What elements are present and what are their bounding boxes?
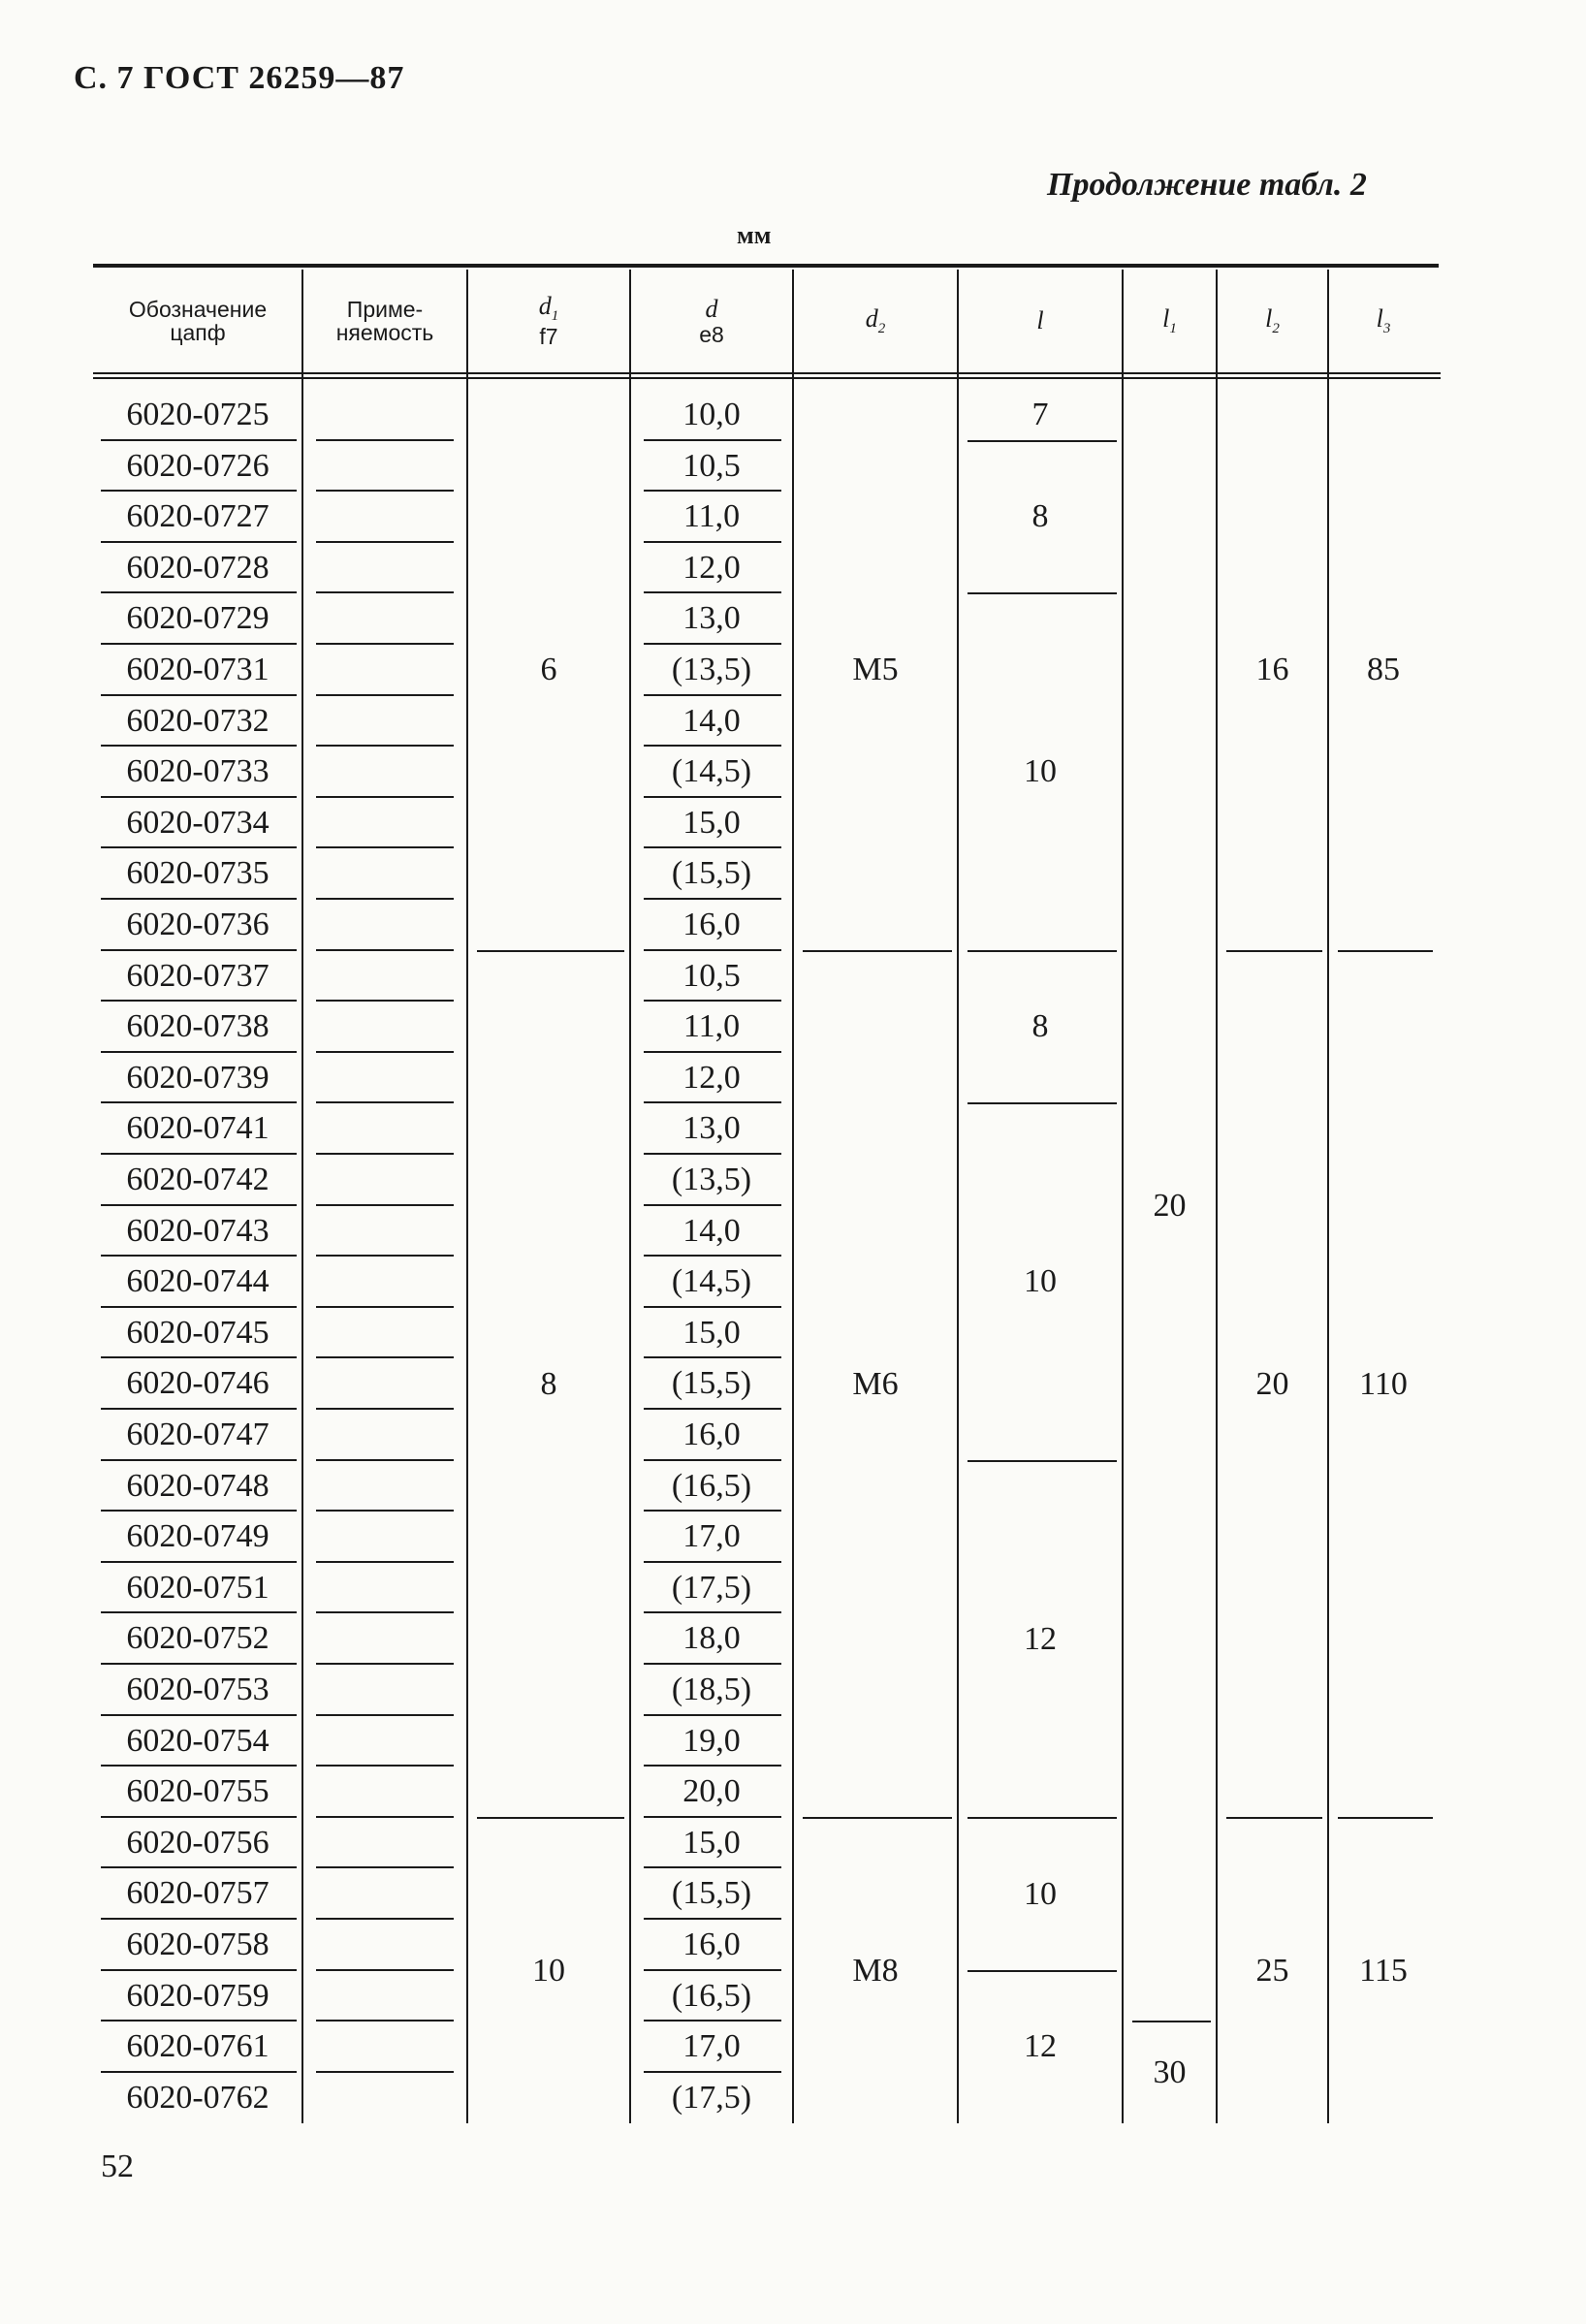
row-rule	[316, 1918, 454, 1920]
designation-cell: 6020-0762	[126, 2079, 270, 2116]
row-rule	[316, 846, 454, 848]
header-l3	[1328, 273, 1439, 368]
d-cell: 10,5	[682, 447, 741, 484]
designation-cell: 6020-0755	[126, 1773, 270, 1810]
row-rule	[316, 694, 454, 696]
row-rule	[316, 643, 454, 645]
header-applicability	[302, 273, 467, 368]
header-symbol: d	[705, 295, 718, 324]
row-rule	[316, 439, 454, 441]
designation-cell: 6020-0741	[126, 1110, 270, 1147]
l3-merged-cell: 85	[1367, 652, 1400, 688]
l2-merged-cell: 25	[1255, 1952, 1289, 1989]
header-rule-1	[93, 372, 1441, 374]
row-rule	[316, 1765, 454, 1767]
row-rule	[316, 490, 454, 492]
units-label: мм	[737, 221, 772, 249]
l3-merged-cell: 115	[1359, 1952, 1408, 1989]
d-cell: 12,0	[682, 1059, 741, 1096]
d2-merged-cell: M5	[852, 652, 899, 688]
d-cell: (16,5)	[671, 1467, 752, 1504]
designation-cell: 6020-0754	[126, 1722, 270, 1759]
row-rule	[316, 1969, 454, 1971]
header-symbol: l	[1036, 306, 1044, 335]
l2-merged-cell: 16	[1255, 652, 1289, 688]
header-rule-2	[93, 377, 1441, 379]
row-rule	[316, 1611, 454, 1613]
designation-cell: 6020-0756	[126, 1824, 270, 1861]
header-label: няемость	[335, 320, 434, 345]
designation-cell: 6020-0747	[126, 1417, 270, 1452]
designation-cell: 6020-0735	[126, 855, 270, 892]
designation-cell: 6020-0738	[126, 1008, 270, 1045]
l-merged-cell: 8	[1031, 498, 1049, 535]
table-continuation-label: Продолжение табл. 2	[1047, 167, 1367, 203]
d1-merged-cell: 6	[540, 652, 557, 688]
d-cell: 10,5	[682, 957, 741, 994]
d-cell: 16,0	[682, 1417, 741, 1452]
header-tolerance: e8	[699, 321, 724, 347]
d-cell: (15,5)	[671, 855, 752, 892]
d-cell: 15,0	[682, 804, 741, 841]
d2-merged-cell: M6	[852, 1365, 899, 1402]
d-cell: 15,0	[682, 1314, 741, 1351]
row-rule	[316, 1459, 454, 1461]
d-cell: (18,5)	[671, 1671, 752, 1707]
designation-cell: 6020-0734	[126, 804, 270, 841]
l-merged-cell: 10	[1024, 1875, 1057, 1912]
designation-cell: 6020-0731	[126, 652, 270, 687]
d-cell: 19,0	[682, 1722, 741, 1759]
designation-cell: 6020-0729	[126, 600, 270, 637]
d-cell: (16,5)	[671, 1977, 752, 2014]
header-symbol: $d_2$	[865, 303, 886, 336]
d-cell: 17,0	[682, 2028, 741, 2065]
designation-cell: 6020-0759	[126, 1977, 270, 2014]
l1-merged-cell: 20	[1153, 1187, 1187, 1224]
designation-cell: 6020-0752	[126, 1620, 270, 1657]
header-d1	[467, 273, 630, 368]
d-cell: (15,5)	[671, 1875, 752, 1912]
d2-merged-cell: M8	[852, 1952, 899, 1989]
row-rule	[316, 1000, 454, 1002]
d-cell: (17,5)	[671, 2079, 752, 2116]
table-top-rule	[93, 264, 1439, 268]
l-merged-cell: 12	[1024, 2028, 1057, 2065]
designation-cell: 6020-0761	[126, 2028, 270, 2065]
d-cell: 11,0	[682, 498, 741, 535]
header-l	[958, 273, 1123, 368]
designation-cell: 6020-0733	[126, 753, 270, 790]
header-subscript: 1	[551, 308, 559, 325]
header-subscript: 1	[1169, 320, 1177, 336]
d-cell: 16,0	[682, 1926, 741, 1962]
header-designation	[93, 273, 302, 368]
designation-cell: 6020-0739	[126, 1059, 270, 1096]
row-rule	[316, 1204, 454, 1206]
header-tolerance: f7	[539, 324, 558, 350]
d-cell: 14,0	[682, 702, 741, 739]
row-rule	[316, 1866, 454, 1868]
header-symbol: $l_3$	[1376, 303, 1391, 336]
l3-merged-cell: 110	[1359, 1365, 1408, 1402]
d-cell: (14,5)	[671, 1263, 752, 1300]
row-rule	[316, 1408, 454, 1410]
d-cell: (14,5)	[671, 753, 752, 790]
row-rule	[316, 949, 454, 951]
row-rule	[316, 1306, 454, 1308]
designation-cell: 6020-0737	[126, 957, 270, 994]
row-rule	[316, 1561, 454, 1563]
l-merged-cell: 7	[1031, 397, 1049, 433]
row-rule	[316, 541, 454, 543]
designation-cell: 6020-0727	[126, 498, 270, 535]
d-cell: 13,0	[682, 1110, 741, 1147]
d-cell: 13,0	[682, 600, 741, 637]
row-rule	[316, 1714, 454, 1716]
designation-cell: 6020-0751	[126, 1569, 270, 1606]
header-subscript: 3	[1382, 320, 1391, 336]
d-cell: 12,0	[682, 549, 741, 586]
designation-cell: 6020-0736	[126, 907, 270, 942]
row-rule	[316, 1101, 454, 1103]
designation-cell: 6020-0745	[126, 1314, 270, 1351]
row-rule	[316, 591, 454, 593]
designation-cell: 6020-0753	[126, 1671, 270, 1707]
header-d	[630, 273, 793, 368]
header-subscript: 2	[1272, 320, 1280, 336]
header-l1	[1123, 273, 1217, 368]
d-cell: (13,5)	[671, 652, 752, 687]
d-cell: (15,5)	[671, 1365, 752, 1402]
row-rule	[316, 1051, 454, 1053]
d-cell: 11,0	[682, 1008, 741, 1045]
designation-cell: 6020-0758	[126, 1926, 270, 1962]
row-rule	[316, 1816, 454, 1818]
header-l2	[1217, 273, 1328, 368]
d1-merged-cell: 8	[540, 1365, 557, 1402]
header-label: Обозначение	[128, 296, 268, 322]
d-cell: 14,0	[682, 1212, 741, 1249]
d-cell: 16,0	[682, 907, 741, 942]
header-label: цапф	[170, 320, 226, 345]
row-rule	[316, 1663, 454, 1665]
designation-cell: 6020-0728	[126, 549, 270, 586]
header-symbol: $d_1$	[538, 292, 559, 325]
designation-cell: 6020-0748	[126, 1467, 270, 1504]
designation-cell: 6020-0743	[126, 1212, 270, 1249]
designation-cell: 6020-0726	[126, 447, 270, 484]
designation-cell: 6020-0732	[126, 702, 270, 739]
d-cell: (17,5)	[671, 1569, 752, 1606]
designation-cell: 6020-0749	[126, 1518, 270, 1555]
l-merged-cell: 10	[1024, 1263, 1057, 1300]
header-subscript: 2	[877, 320, 886, 336]
page-number: 52	[101, 2149, 134, 2184]
header-symbol: $l_1$	[1162, 303, 1177, 336]
d-cell: 18,0	[682, 1620, 741, 1657]
d-cell: 20,0	[682, 1773, 741, 1810]
l-merged-cell: 10	[1024, 753, 1057, 790]
d-cell: 17,0	[682, 1518, 741, 1555]
d-cell: (13,5)	[671, 1162, 752, 1197]
row-rule	[316, 1153, 454, 1155]
row-rule	[316, 1356, 454, 1358]
row-rule	[316, 2071, 454, 2073]
designation-cell: 6020-0742	[126, 1162, 270, 1197]
designation-cell: 6020-0746	[126, 1365, 270, 1402]
page-header: С. 7 ГОСТ 26259—87	[74, 60, 405, 96]
header-d2	[793, 273, 958, 368]
row-rule	[316, 745, 454, 747]
l-merged-cell: 12	[1024, 1620, 1057, 1657]
header-symbol: $l_2$	[1265, 303, 1280, 336]
row-rule	[316, 2020, 454, 2022]
designation-cell: 6020-0725	[126, 397, 270, 432]
l-merged-cell: 8	[1031, 1008, 1049, 1045]
row-rule	[316, 796, 454, 798]
designation-cell: 6020-0757	[126, 1875, 270, 1912]
d-cell: 15,0	[682, 1824, 741, 1861]
l2-merged-cell: 20	[1255, 1365, 1289, 1402]
row-rule	[316, 898, 454, 900]
row-rule	[316, 1255, 454, 1257]
designation-cell: 6020-0744	[126, 1263, 270, 1300]
header-label: Приме-	[346, 296, 424, 322]
d1-merged-cell: 10	[532, 1952, 565, 1989]
d-cell: 10,0	[682, 397, 741, 432]
l1-merged-cell: 30	[1153, 2053, 1187, 2090]
row-rule	[316, 1510, 454, 1512]
